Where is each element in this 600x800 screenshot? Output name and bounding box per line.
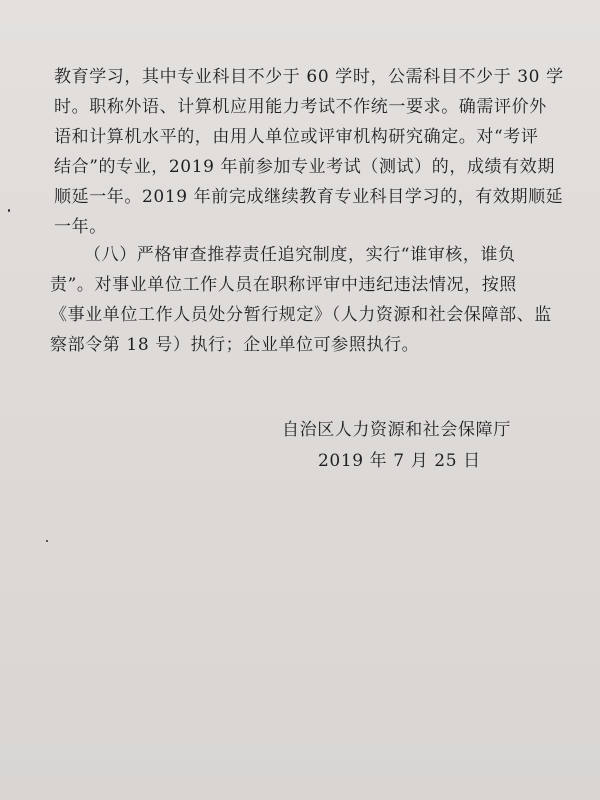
text-line: 一年。	[54, 217, 107, 237]
text-line: 时。职称外语、计算机应用能力考试不作统一要求。确需评价外	[54, 97, 547, 117]
text-line: 顺延一年。2019 年前完成继续教育专业科目学习的，有效期顺延	[54, 187, 564, 207]
text-line: 《事业单位工作人员处分暂行规定》（人力资源和社会保障部、监	[50, 305, 552, 325]
paper-speck	[46, 540, 48, 542]
text-line: 教育学习，其中专业科目不少于 60 学时，公需科目不少于 30 学	[54, 67, 564, 87]
text-line: 结合”的专业，2019 年前参加专业考试（测试）的，成绩有效期	[54, 157, 555, 177]
text-line: （八）严格审查推荐责任追究制度，实行“谁审核，谁负	[84, 245, 516, 265]
paper-speck	[8, 209, 10, 212]
text-line: 责”。对事业单位工作人员在职称评审中违纪违法情况，按照	[50, 275, 517, 295]
text-line: 察部令第 18 号）执行；企业单位可参照执行。	[50, 335, 420, 355]
text-line: 语和计算机水平的，由用人单位或评审机构研究确定。对“考评	[54, 127, 539, 147]
signature-organization: 自治区人力资源和社会保障厅	[282, 420, 511, 440]
paragraph-continuing-education	[54, 62, 564, 242]
paragraph-accountability	[50, 240, 550, 360]
signature-date: 2019 年 7 月 25 日	[318, 451, 481, 471]
